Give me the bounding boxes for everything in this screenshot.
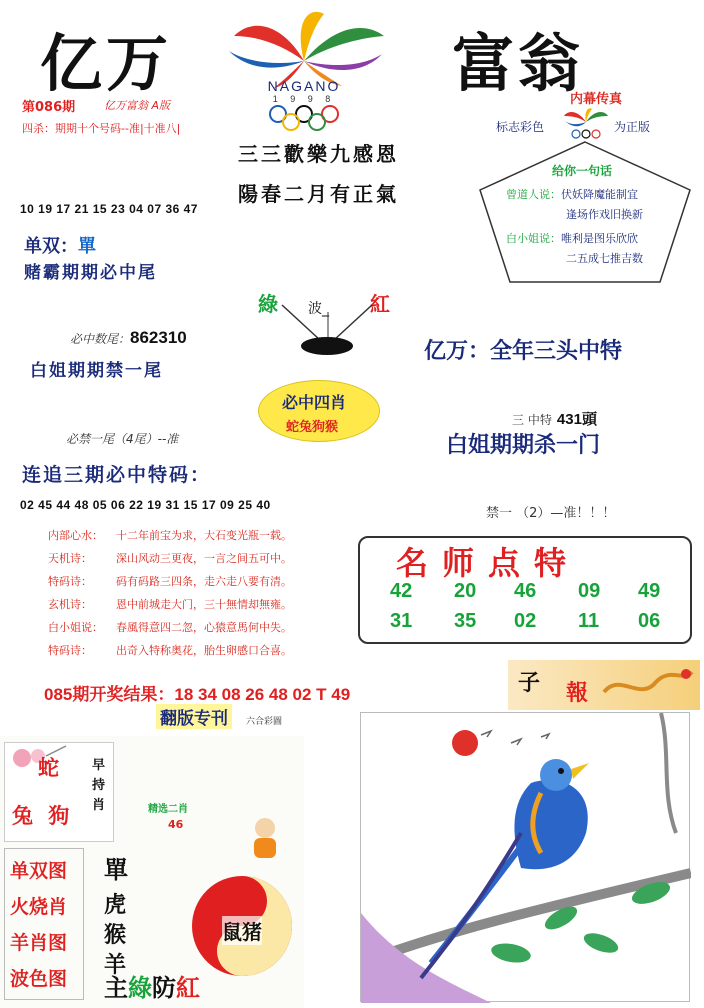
poem-line: 白小姐说： 春風得意四二忽，心猿意馬何中失。 xyxy=(48,621,292,634)
baijie-line: 白姐期期禁一尾 xyxy=(30,361,163,381)
poem-line: 特码诗： 出奇入特称奥花，胎生卵感口合喜。 xyxy=(48,644,292,657)
numbers-row2: 02 45 44 48 05 06 22 19 31 15 17 09 25 40 xyxy=(20,498,271,512)
mingshi-number: 49 xyxy=(638,580,661,602)
bizhong-shuwei-value: 862310 xyxy=(130,328,187,347)
poem-line: 内部心水： 十二年前宝为求，大石变光瓶一载。 xyxy=(48,529,292,542)
numbers-row1: 10 19 17 21 15 23 04 07 36 47 xyxy=(20,202,198,216)
pentagon-line3-label: 白小姐说： xyxy=(506,232,561,245)
sub-line: 四杀：期期十个号码--准|十准八| xyxy=(22,122,181,135)
bottom-line xyxy=(104,968,200,1003)
result-line: 085期开奖结果：18 34 08 26 48 02 T 49 xyxy=(44,685,351,704)
bijin-text: 必禁一尾（4尾）--准 xyxy=(66,432,179,446)
bowl-middle: 波_ xyxy=(308,301,329,317)
label-small: 精选二肖 xyxy=(148,804,188,815)
pentagon-line1-text: 伏妖降魔能制宜 xyxy=(561,188,638,201)
poem-list xyxy=(48,524,292,662)
poem-top-line1: 三三歡樂九感恩 xyxy=(238,142,399,166)
special-sub: 六合彩圖 xyxy=(246,717,283,727)
bottom-main: 主 xyxy=(104,973,128,1002)
dragon-icon xyxy=(600,662,696,708)
bizhong-shuwei-label: 必中数尾： xyxy=(70,332,131,346)
zhongte-label: 三 中特 xyxy=(512,413,552,427)
bizhong-shuwei xyxy=(70,328,187,348)
sixiao-value: 蛇兔狗猴 xyxy=(286,420,339,435)
zhongte xyxy=(512,408,597,429)
mingshi-number: 20 xyxy=(454,580,477,602)
pentagon-line2: 逢场作戏旧换新 xyxy=(566,208,643,221)
bottom-fang: 防 xyxy=(152,973,176,1002)
mingshi-number: 46 xyxy=(514,580,537,602)
mingshi-number: 35 xyxy=(454,610,477,632)
fax-title: 内幕传真 xyxy=(570,92,623,107)
left-list-item: 羊肖图 xyxy=(10,932,68,954)
mingshi-number: 06 xyxy=(638,610,661,632)
pentagon-title: 给你一句话 xyxy=(552,164,613,178)
mingshi-title: 名师点特 xyxy=(396,544,581,582)
left-list-item: 波色图 xyxy=(10,968,68,990)
left-list-item: 单双图 xyxy=(10,860,68,882)
title-left: 亿万 xyxy=(40,27,173,100)
title-right: 富翁 xyxy=(452,27,585,100)
pentagon-line4: 二五成七推吉数 xyxy=(566,252,643,265)
brand-small: 亿万富翁 A版 xyxy=(104,99,171,112)
nagano-text: NAGANO xyxy=(267,78,341,94)
fax-left: 标志彩色 xyxy=(496,120,545,134)
bowl-chopsticks-icon xyxy=(272,300,382,360)
nagano-logo xyxy=(214,6,394,136)
zodiac-snake: 蛇 xyxy=(38,755,59,780)
danshuang-label: 单双： xyxy=(24,236,78,257)
zibao-char1: 子 xyxy=(518,670,541,696)
bowl-red: 紅 xyxy=(370,292,390,316)
poem-top-line2: 陽春二月有正氣 xyxy=(238,182,399,206)
bowl-green: 綠 xyxy=(258,292,278,316)
zhongte-value: 431頭 xyxy=(556,411,597,428)
tiger-monkey-sheep: 虎猴羊 xyxy=(104,892,127,978)
special-banner: 翻版专刊 xyxy=(156,704,232,729)
pentagon-line1-label: 曾道人说： xyxy=(506,188,561,201)
lianzhui: 连追三期必中特码： xyxy=(22,464,212,486)
poem-line: 玄机诗： 恩中前城走大门，三十無情却無雍。 xyxy=(48,598,292,611)
pentagon-line3 xyxy=(506,230,638,246)
pentagon-line1 xyxy=(506,186,638,202)
mingshi-number: 09 xyxy=(578,580,601,602)
sixiao-title: 必中四肖 xyxy=(282,393,347,412)
bottom-green: 綠 xyxy=(128,973,152,1002)
label-small-num: 46 xyxy=(168,818,184,831)
yiwan-line: 亿万：全年三头中特 xyxy=(424,338,623,364)
child-figure-icon xyxy=(240,814,290,864)
pentagon-line3-text: 唯利是图乐欣欣 xyxy=(561,232,638,245)
baijie-sha: 白姐期期杀一门 xyxy=(446,432,601,458)
danshuang-value: 單 xyxy=(78,236,96,257)
dubao-line: 赌霸期期必中尾 xyxy=(24,263,157,283)
dan-char: 單 xyxy=(104,855,128,884)
nagano-year: 1 9 9 8 xyxy=(272,94,336,104)
poem-line: 特码诗： 码有码路三四条，走六走八要有清。 xyxy=(48,575,292,588)
zibao-char2: 報 xyxy=(566,680,589,706)
bird-painting xyxy=(360,712,690,1002)
vertical-text: 早持肖 xyxy=(92,758,106,813)
mingshi-number: 31 xyxy=(390,610,413,632)
fax-right: 为正版 xyxy=(614,120,651,134)
poem-line: 天机诗： 深山风动三更夜，一言之间五可中。 xyxy=(48,552,292,565)
mingshi-number: 42 xyxy=(390,580,413,602)
left-list-item: 火烧肖 xyxy=(10,896,68,918)
zodiac-rabbit-dog: 兔 狗 xyxy=(12,803,74,828)
issue-number: 第086期 xyxy=(22,100,76,115)
jinyi-text: 禁一 （2）—准！！！ xyxy=(486,506,616,521)
bottom-red: 紅 xyxy=(176,973,200,1002)
mingshi-number: 02 xyxy=(514,610,537,632)
bird-icon xyxy=(361,713,691,1003)
olympic-rings-icon xyxy=(264,104,344,134)
mingshi-number: 11 xyxy=(578,610,600,632)
fax-logo-icon xyxy=(562,106,610,142)
mouse-pig: 鼠猪 xyxy=(222,916,262,945)
danshuang xyxy=(24,232,96,258)
